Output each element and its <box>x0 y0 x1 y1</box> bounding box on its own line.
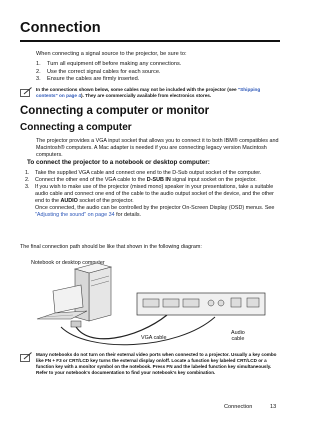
audio-label-line: Audio <box>231 330 245 336</box>
notebook-note-box <box>20 352 282 376</box>
intro-steps-list <box>36 61 276 84</box>
intro-text: When connecting a signal source to the projector, be sure to: <box>36 51 187 57</box>
step-text <box>35 177 283 184</box>
step-text-part: Once connected, the audio can be controlled by the projector On-Screen Display (OSD) menus. See <box>35 205 275 211</box>
step-text: Ensure the cables are firmly inserted. <box>47 76 140 82</box>
final-path-text: The final connection path should be like that shown in the following diagram: <box>20 244 202 250</box>
task-heading: To connect the projector to a notebook or desktop computer: <box>27 159 210 166</box>
list-item <box>25 184 283 205</box>
note-text <box>36 87 280 99</box>
audio-cable <box>61 317 215 345</box>
computer-paragraph: The projector provides a VGA input socket that allows you to connect it to both IBM® compatibles and Macintosh® computers. A Mac adapter is needed if you are connecting legacy version Macintosh computers. <box>36 138 279 158</box>
note-pencil-icon <box>20 352 32 362</box>
adjusting-sound-link[interactable]: "Adjusting the sound" on page 34 <box>35 212 115 218</box>
list-item <box>36 69 276 77</box>
step-text-part: socket of the projector. <box>77 198 134 204</box>
notebook-icon <box>37 285 87 319</box>
list-item <box>25 170 283 177</box>
audio-cable-label <box>231 330 245 342</box>
socket-name: AUDIO <box>60 198 78 204</box>
step-text-part: If you wish to make use of the projector (mixed mono) speaker in your presentations, take a suitable audio cable and connect one end of the cable to the audio output socket of the device, and the other end to the <box>35 184 274 204</box>
list-item <box>36 76 276 84</box>
socket-name: D-SUB IN <box>146 177 171 183</box>
projector-panel-icon <box>137 293 265 315</box>
step-text-part: Connect the other end of the VGA cable to the <box>35 177 147 183</box>
footer-page-number: 13 <box>270 404 277 410</box>
page-title: Connection <box>20 20 101 36</box>
note-pencil-icon <box>20 87 32 97</box>
title-rule <box>20 40 280 42</box>
step-number: 2. <box>25 177 30 183</box>
note-text-part: ). They are commercially available from electronics stores. <box>80 93 212 98</box>
audio-label-line: cable <box>231 336 245 342</box>
computer-label: Notebook or desktop computer <box>31 260 105 266</box>
note-text: Many notebooks do not turn on their external video ports when connected to a projector. Usually a key combo like FN + F3 or CRT/LCD key turns the external display on/off. Locate a function key labeled CRT/LCD or a function key with a monitor symbol on the notebook. Press FN and the labeled function key simultaneously. Refer to your notebook's documentation to find your notebook's key combination. <box>36 352 277 376</box>
step-text: Turn all equipment off before making any connections. <box>47 61 182 67</box>
step-text: Use the correct signal cables for each source. <box>47 68 161 75</box>
step-text <box>35 184 283 205</box>
list-item <box>25 177 283 184</box>
task-steps-list <box>25 170 283 219</box>
section-heading: Connecting a computer or monitor <box>20 105 210 117</box>
step-number: 3. <box>25 184 30 190</box>
step-number: 2. <box>36 68 41 75</box>
step-text-part: signal input socket on the projector. <box>170 177 257 183</box>
step-number: 3. <box>36 76 41 82</box>
step-text: Take the supplied VGA cable and connect one end to the D-Sub output socket of the computer. <box>35 170 262 176</box>
step-continuation <box>35 205 283 219</box>
list-item <box>36 61 276 69</box>
note-text-part: In the connections shown below, some cables may not be included with the projector (see <box>36 87 238 92</box>
shipping-contents-link[interactable]: "Shipping contents" on page 4 <box>36 87 261 98</box>
step-number: 1. <box>36 61 41 67</box>
step-number: 1. <box>25 170 30 176</box>
footer-section: Connection <box>224 404 253 410</box>
subsection-heading: Connecting a computer <box>20 122 132 133</box>
note-box <box>20 87 282 99</box>
step-text-part: for details. <box>114 212 142 218</box>
vga-cable-label: VGA cable <box>141 335 167 341</box>
